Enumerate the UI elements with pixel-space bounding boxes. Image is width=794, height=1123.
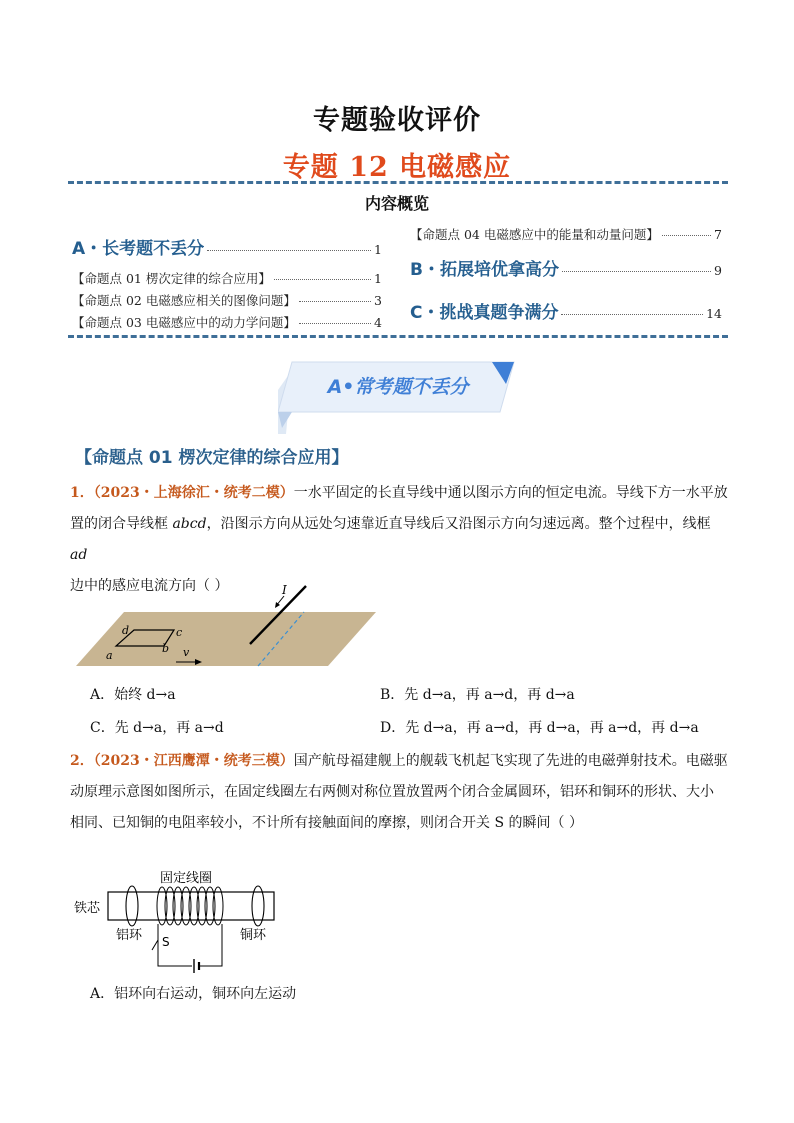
q2-source: （2023・江西鹰潭・统考三模）: [93, 753, 294, 769]
divider-bottom: [68, 335, 728, 338]
page-title: 专题验收评价: [313, 105, 481, 136]
svg-text:S: S: [162, 935, 170, 949]
q1-option-c[interactable]: C．先 d→a，再 a→d: [90, 720, 224, 736]
overview-title: 内容概览: [364, 194, 429, 213]
svg-text:c: c: [176, 626, 183, 639]
q2-figure: [72, 868, 282, 976]
q1-line-3: 边中的感应电流方向（ ）: [70, 578, 229, 594]
section-banner: [278, 356, 518, 436]
toc-item-01[interactable]: 【命题点 01 楞次定律的综合应用】 1: [72, 271, 382, 286]
svg-text:v: v: [183, 646, 190, 659]
q2-line-2: 动原理示意图如图所示，在固定线圈左右两侧对称位置放置两个闭合金属圆环，铝环和铜环的形状、大小: [70, 784, 714, 800]
q1-option-b[interactable]: B．先 d→a，再 a→d，再 d→a: [380, 687, 575, 703]
q1-line-2: 置的闭合导线框 abcd，沿图示方向从远处匀速靠近直导线后又沿图示方向匀速远离。整个过程中，线框 ad: [70, 516, 711, 563]
q1-source: （2023・上海徐汇・统考二模）: [93, 485, 294, 501]
fixed-coil: [157, 887, 223, 925]
horizontal-plane: [76, 612, 376, 666]
q2-line-3: 相同、已知铜的电阻率较小，不计所有接触面间的摩擦，则闭合开关 S 的瞬间（ ）: [70, 815, 583, 831]
toc-left: [72, 234, 382, 331]
svg-text:铜环: 铜环: [240, 928, 267, 943]
svg-text:铁芯: 铁芯: [74, 901, 101, 916]
toc-item-02[interactable]: 【命题点 02 电磁感应相关的图像问题】 3: [72, 293, 382, 308]
topic-subtitle: 专题 12 电磁感应: [282, 152, 512, 183]
toc-right: [410, 225, 722, 323]
svg-text:固定线圈: 固定线圈: [160, 871, 213, 886]
question-2: [70, 746, 730, 839]
q2-line-1: 2．（2023・江西鹰潭・统考三模）国产航母福建舰上的舰载飞机起飞实现了先进的电磁弹射技术。电磁驱: [70, 753, 728, 769]
toc-section-a[interactable]: A・长考题不丢分 1: [72, 239, 382, 259]
divider-top: [68, 181, 728, 184]
svg-text:a: a: [106, 649, 113, 662]
q1-line-1: 1．（2023・上海徐汇・统考二模）一水平固定的长直导线中通以图示方向的恒定电流。导线下方一水平放: [70, 485, 728, 501]
toc-item-03[interactable]: 【命题点 03 电磁感应中的动力学问题】 4: [72, 315, 382, 330]
circuit-right: [200, 924, 222, 966]
svg-text:d: d: [122, 624, 130, 637]
section-heading: 【命题点 01 楞次定律的综合应用】: [75, 448, 349, 468]
svg-text:b: b: [162, 642, 170, 655]
q2-option-a[interactable]: A．铝环向右运动，铜环向左运动: [90, 986, 297, 1002]
toc-item-04[interactable]: 【命题点 04 电磁感应中的能量和动量问题】 7: [410, 227, 722, 242]
toc-section-c[interactable]: C・挑战真题争满分 14: [410, 303, 722, 323]
svg-text:I: I: [282, 583, 287, 597]
banner-text: A•常考题不丢分: [327, 376, 469, 398]
switch[interactable]: [152, 940, 158, 950]
toc-section-b[interactable]: B・拓展培优拿高分 9: [410, 260, 722, 280]
svg-text:铝环: 铝环: [116, 928, 143, 943]
q1-option-d[interactable]: D．先 d→a，再 a→d，再 d→a，再 a→d，再 d→a: [380, 720, 699, 736]
q1-figure: [70, 578, 380, 672]
q1-option-a[interactable]: A．始终 d→a: [90, 687, 176, 703]
